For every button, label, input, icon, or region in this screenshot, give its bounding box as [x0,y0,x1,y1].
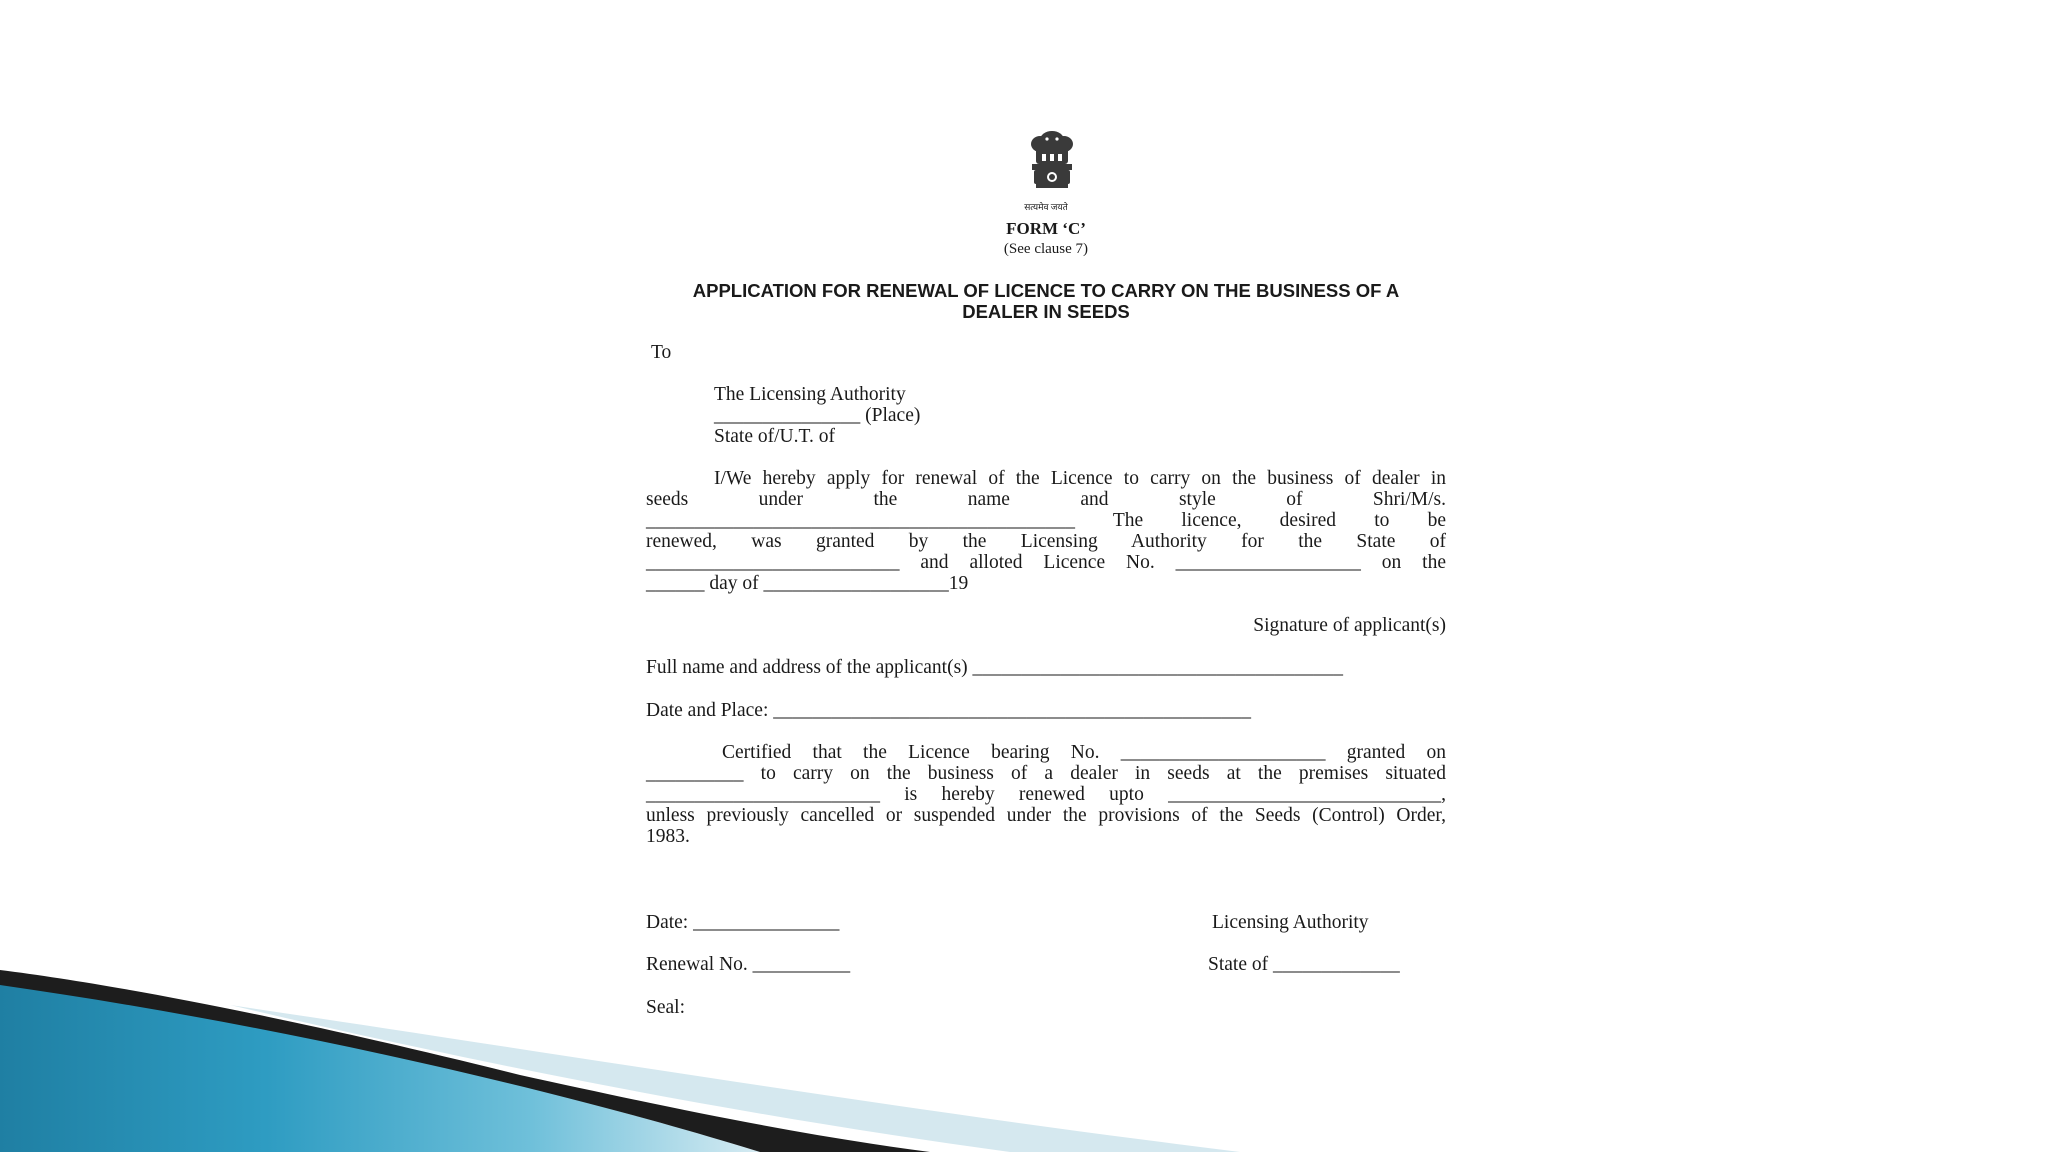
paragraph-1-line: ______ day of ___________________19 [646,573,969,594]
form-heading-line-1: APPLICATION FOR RENEWAL OF LICENCE TO CARRY ON THE BUSINESS OF A [692,280,1400,301]
paragraph-2-line: Certified that the Licence bearing No. _____________________ granted on [722,742,1446,763]
paragraph-2-line: __________ to carry on the business of a dealer in seeds at the premises situated [646,763,1446,784]
form-subtitle: (See clause 7) [1003,241,1089,257]
address-line-3: State of/U.T. of [714,426,835,447]
address-line-2: _______________ (Place) [714,405,921,426]
to-label: To [651,342,672,363]
paragraph-2-line: ________________________ is hereby renewed upto ____________________________, [646,784,1446,805]
emblem-caption: सत्यमेव जयते [1024,202,1068,212]
form-heading-line-2: DEALER IN SEEDS [962,301,1130,322]
address-line-1: The Licensing Authority [714,384,906,405]
paragraph-1-line: seeds under the name and style of Shri/M/s. [646,489,1446,510]
state-of-field: State of _____________ [1208,954,1400,975]
paragraph-2-line: 1983. [646,826,690,847]
full-name-address-field: Full name and address of the applicant(s) ______________________________________ [646,657,1344,678]
date-place-field: Date and Place: _________________________________________________ [646,700,1251,721]
signature-label: Signature of applicant(s) [1253,615,1446,636]
form-title: FORM ‘C’ [1006,219,1086,238]
renewal-number-field: Renewal No. __________ [646,954,851,975]
seal-label: Seal: [646,997,685,1018]
paragraph-2-line: unless previously cancelled or suspended under the provisions of the Seeds (Control) Order, [646,805,1446,826]
licensing-authority-label: Licensing Authority [1212,912,1369,933]
paragraph-1-line: I/We hereby apply for renewal of the Licence to carry on the business of dealer in [714,468,1446,489]
paragraph-1-line: ____________________________________________ The licence, desired to be [646,510,1446,531]
date-field: Date: _______________ [646,912,840,933]
paragraph-1-line: renewed, was granted by the Licensing Authority for the State of [646,531,1446,552]
paragraph-1-line: __________________________ and alloted Licence No. ___________________ on the [646,552,1446,573]
